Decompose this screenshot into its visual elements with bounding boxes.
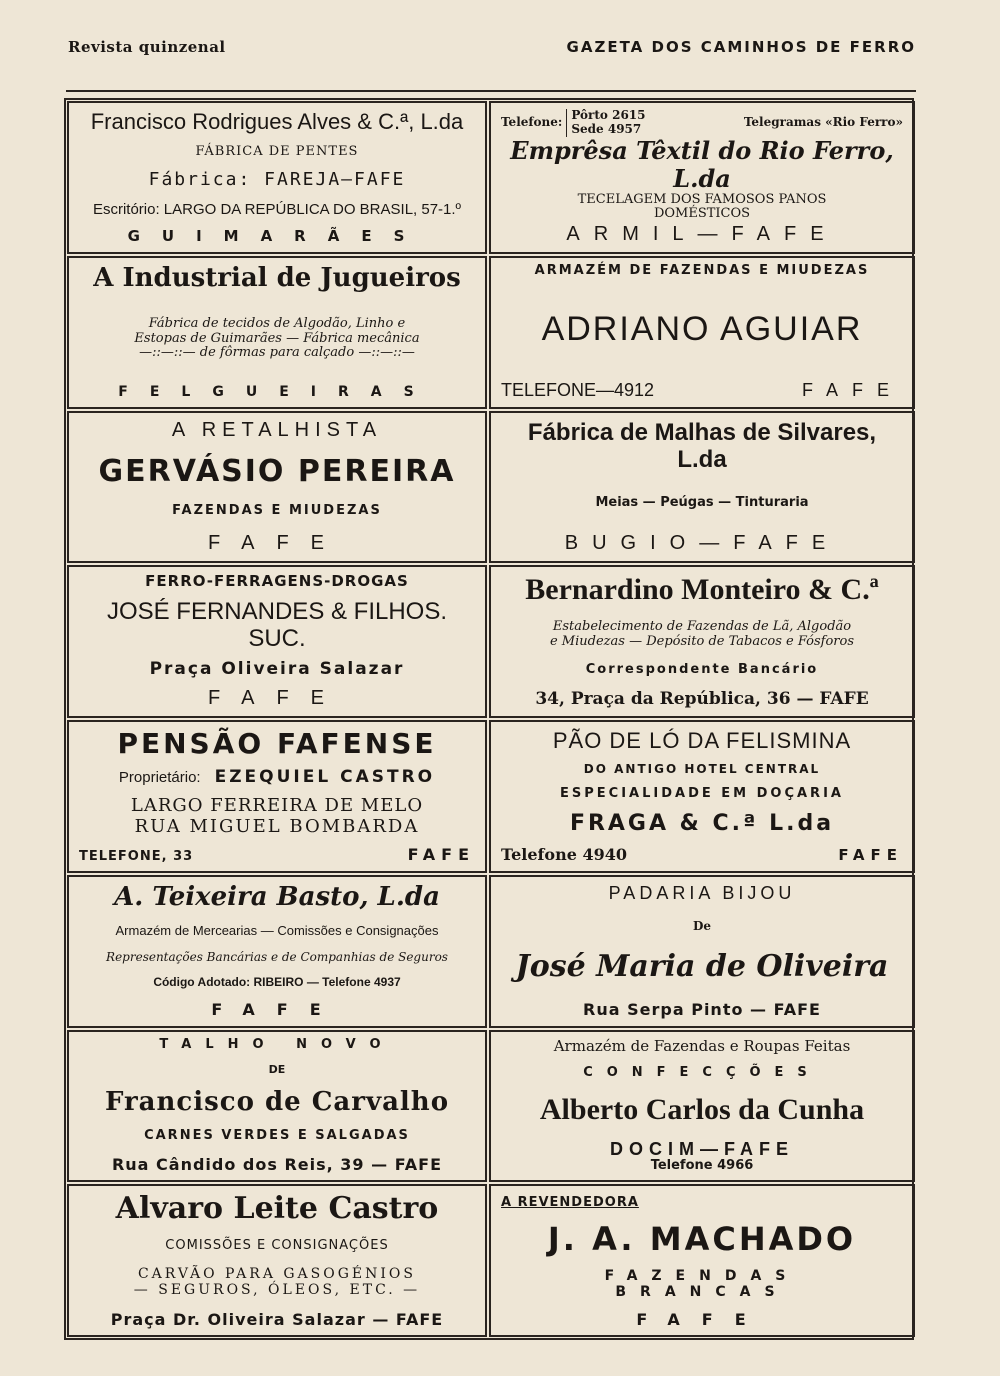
ad-specialty: ESPECIALIDADE EM DOÇARIA xyxy=(560,785,844,801)
ad-ja-machado xyxy=(489,1184,915,1337)
ad-subtitle-2: BRANCAS xyxy=(615,1284,789,1301)
ad-name: Emprêsa Têxtil do Rio Ferro, L.da xyxy=(510,135,894,193)
ad-address: Praça Dr. Oliveira Salazar — FAFE xyxy=(110,1309,444,1329)
ad-line-2: — SEGUROS, ÓLEOS, ETC. — xyxy=(133,1282,421,1299)
ad-place: BUGIO—FAFE xyxy=(564,532,840,555)
ad-top: FERRO-FERRAGENS-DROGAS xyxy=(145,572,409,591)
ad-line-2: e Miudezas — Depósito de Tabacos e Fósforos xyxy=(549,634,855,650)
ad-name: Francisco de Carvalho xyxy=(104,1087,450,1118)
ad-line-2: Estopas de Guimarães — Fábrica mecânica xyxy=(134,330,420,346)
ad-de: De xyxy=(692,918,712,933)
ad-gervasio-pereira xyxy=(67,411,487,564)
ad-office: Escritório: LARGO DA REPÚBLICA DO BRASIL, 57-1.º xyxy=(92,200,462,218)
ad-city: FELGUEIRAS xyxy=(118,384,436,401)
ad-place: ARMIL—FAFE xyxy=(566,222,838,245)
ad-city: FAFE xyxy=(801,379,903,400)
ad-city: FAFE xyxy=(636,1309,768,1329)
ad-line-1: Estabelecimento de Fazendas de Lã, Algodão xyxy=(552,619,852,635)
ad-phone: Telefone 4966 xyxy=(650,1158,754,1174)
ad-firm: FRAGA & C.ª L.da xyxy=(569,811,835,837)
ad-name: José Maria de Oliveira xyxy=(515,949,889,985)
ad-telegrams: Telegramas «Rio Ferro» xyxy=(743,114,903,129)
ad-name: ADRIANO AGUIAR xyxy=(541,309,863,348)
ad-city: FAFE xyxy=(838,846,903,865)
ad-top: PADARIA BIJOU xyxy=(608,882,796,903)
ad-name: PÃO DE LÓ DA FELISMINA xyxy=(552,728,852,753)
ad-line-1: CARVÃO PARA GASOGÉNIOS xyxy=(137,1266,416,1283)
ad-address: Praça Oliveira Salazar xyxy=(149,659,405,680)
ad-line-1: Fábrica de tecidos de Algodão, Linho e xyxy=(148,315,406,331)
ad-subtitle: CONFECÇÕES xyxy=(583,1065,821,1081)
ad-line-3: Código Adotado: RIBEIRO — Telefone 4937 xyxy=(153,974,401,989)
ad-top: A RETALHISTA xyxy=(171,418,383,441)
ad-name: Bernardino Monteiro & C.ª xyxy=(525,573,879,607)
ad-subtitle: CARNES VERDES E SALGADAS xyxy=(144,1128,410,1144)
ad-factory: Fábrica: FAREJA—FAFE xyxy=(148,168,406,190)
ad-subtitle: FÁBRICA DE PENTES xyxy=(195,143,359,159)
ad-name: GERVÁSIO PEREIRA xyxy=(98,454,456,490)
ad-pao-de-lo-felismina xyxy=(489,720,915,873)
ad-pensao-fafense xyxy=(67,720,487,873)
ad-de: DE xyxy=(268,1062,286,1076)
ad-address-2: RUA MIGUEL BOMBARDA xyxy=(134,815,420,837)
ad-owner-label: Proprietário: xyxy=(118,769,201,787)
ad-phone: TELEFONE, 33 xyxy=(79,848,194,864)
ad-phone-label: Telefone: xyxy=(501,114,563,129)
ad-address-1: LARGO FERREIRA DE MELO xyxy=(130,795,424,817)
ad-name: A. Teixeira Basto, L.da xyxy=(114,881,440,912)
ad-talho-novo xyxy=(67,1030,487,1183)
ad-jose-fernandes-filhos xyxy=(67,565,487,718)
ad-place: DOCIM—FAFE xyxy=(610,1138,794,1159)
ad-padaria-bijou xyxy=(489,875,915,1028)
ad-alvaro-leite-castro xyxy=(67,1184,487,1337)
ads-grid xyxy=(64,98,914,1340)
ad-line-3: Correspondente Bancário xyxy=(585,661,819,677)
ad-name: Francisco Rodrigues Alves & C.ª, L.da xyxy=(90,109,464,134)
ad-subtitle-1: TECELAGEM DOS FAMOSOS PANOS xyxy=(577,191,827,207)
ad-line-1: Armazém de Mercearias — Comissões e Consignações xyxy=(115,923,439,939)
ad-name: A Industrial de Jugueiros xyxy=(93,262,461,293)
ad-name: J. A. MACHADO xyxy=(547,1220,857,1259)
ad-industrial-de-jugueiros xyxy=(67,256,487,409)
ad-top: A REVENDEDORA xyxy=(501,1195,639,1211)
ad-line-3: —::—::— de fôrmas para calçado —::—::— xyxy=(139,345,415,361)
ad-bernardino-monteiro xyxy=(489,565,915,718)
ad-name: Alvaro Leite Castro xyxy=(115,1191,439,1227)
ad-address: Rua Serpa Pinto — FAFE xyxy=(583,1000,821,1020)
ad-top: TALHO NOVO xyxy=(159,1036,395,1052)
ad-address: Rua Cândido dos Reis, 39 — FAFE xyxy=(111,1154,443,1174)
ad-phone-porto: Pôrto 2615 xyxy=(571,108,646,122)
ad-owner-name: EZEQUIEL CASTRO xyxy=(214,767,436,788)
ad-phone: TELEFONE—4912 xyxy=(501,379,655,400)
ad-subtitle: DO ANTIGO HOTEL CENTRAL xyxy=(583,762,821,777)
ad-city: FAFE xyxy=(207,532,346,555)
ad-line-2: Representações Bancárias e de Companhias de Seguros xyxy=(106,949,448,964)
ad-name: JOSÉ FERNANDES & FILHOS. SUC. xyxy=(106,597,448,653)
ad-subtitle-2: DOMÉSTICOS xyxy=(653,206,751,222)
ad-name: PENSÃO FAFENSE xyxy=(117,727,437,760)
ad-fabrica-malhas-silvares xyxy=(489,411,915,564)
ad-top: ARMAZÉM DE FAZENDAS E MIUDEZAS xyxy=(534,262,870,278)
ad-phone-sede: Sede 4957 xyxy=(571,121,642,136)
ad-teixeira-basto xyxy=(67,875,487,1028)
header-rule xyxy=(66,90,916,92)
ad-city: FAFE xyxy=(211,1000,343,1020)
ad-name: Fábrica de Malhas de Silvares, L.da xyxy=(527,418,877,474)
ad-city: FAFE xyxy=(207,686,346,709)
publication-frequency: Revista quinzenal xyxy=(68,38,226,56)
ad-city: FAFE xyxy=(407,844,475,864)
ad-subtitle: COMISSÕES E CONSIGNAÇÕES xyxy=(165,1237,389,1253)
ad-alberto-carlos-da-cunha xyxy=(489,1030,915,1183)
ad-phone: Telefone 4940 xyxy=(501,845,627,865)
publication-title: GAZETA DOS CAMINHOS DE FERRO xyxy=(566,38,916,56)
ad-top: Armazém de Fazendas e Roupas Feitas xyxy=(553,1036,851,1055)
ad-francisco-rodrigues-alves xyxy=(67,101,487,254)
ad-city: GUIMARÃES xyxy=(127,227,427,246)
ad-address: 34, Praça da República, 36 — FAFE xyxy=(535,689,869,710)
ad-name: Alberto Carlos da Cunha xyxy=(539,1092,865,1126)
ad-subtitle: Meias — Peúgas — Tinturaria xyxy=(595,494,809,510)
ad-empresa-textil-rio-ferro xyxy=(489,101,915,254)
ad-subtitle-1: FAZENDAS xyxy=(604,1268,800,1285)
ad-subtitle: FAZENDAS E MIUDEZAS xyxy=(172,502,382,518)
ad-adriano-aguiar xyxy=(489,256,915,409)
